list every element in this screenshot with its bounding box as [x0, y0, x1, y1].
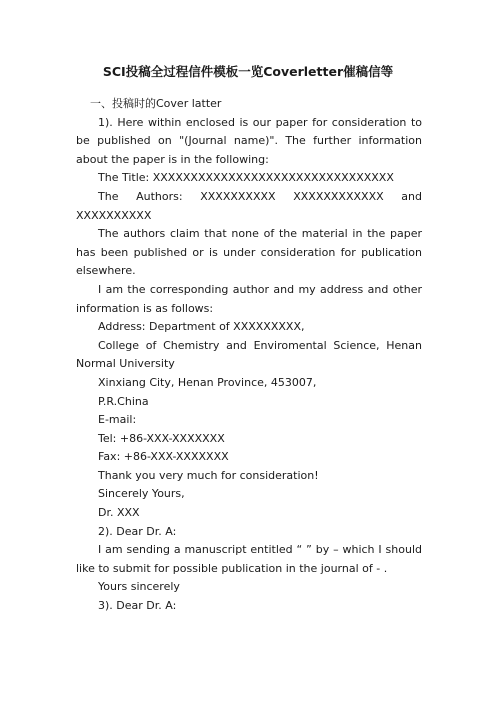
- address-line-country: P.R.China: [98, 394, 149, 408]
- paragraph-corresponding: I am the corresponding author and my address and other information is as follows:: [76, 282, 422, 315]
- fax-line: Fax: +86-XXX-XXXXXXX: [98, 450, 229, 464]
- paragraph-authors: The Authors: XXXXXXXXXX XXXXXXXXXXXX and XXXXXXXXXX: [76, 189, 422, 222]
- section-heading: 一、投稿时的Cover latter: [90, 97, 222, 110]
- thanks-line: Thank you very much for consideration!: [98, 468, 319, 482]
- address-line-city: Xinxiang City, Henan Province, 453007,: [98, 375, 317, 389]
- email-line: E-mail:: [98, 413, 137, 427]
- address-line-college: College of Chemistry and Enviromental Science, Henan Normal University: [76, 338, 422, 371]
- signature-line: Dr. XXX: [98, 506, 140, 520]
- paragraph-intro: 1). Here within enclosed is our paper for consideration to be published on "(Journal name)". The further information about the paper is in the following:: [76, 115, 422, 166]
- template-3-heading: 3). Dear Dr. A:: [98, 599, 177, 613]
- paragraph-claim: The authors claim that none of the material in the paper has been published or is under consideration for publication elsewhere.: [76, 227, 422, 278]
- template-2-closing: Yours sincerely: [98, 580, 180, 594]
- paragraph-title-line: The Title: XXXXXXXXXXXXXXXXXXXXXXXXXXXXXXXX: [98, 171, 394, 185]
- tel-line: Tel: +86-XXX-XXXXXXX: [98, 431, 225, 445]
- template-2-body: I am sending a manuscript entitled “ ” by – which I should like to submit for possible publication in the journal of - .: [76, 543, 422, 575]
- document-title: SCI投稿全过程信件模板一览Coverletter催稿信等: [102, 64, 394, 79]
- closing-line: Sincerely Yours,: [98, 487, 185, 501]
- template-2-heading: 2). Dear Dr. A:: [98, 524, 177, 538]
- document-body: [76, 95, 422, 616]
- address-line-department: Address: Department of XXXXXXXXX,: [98, 320, 305, 334]
